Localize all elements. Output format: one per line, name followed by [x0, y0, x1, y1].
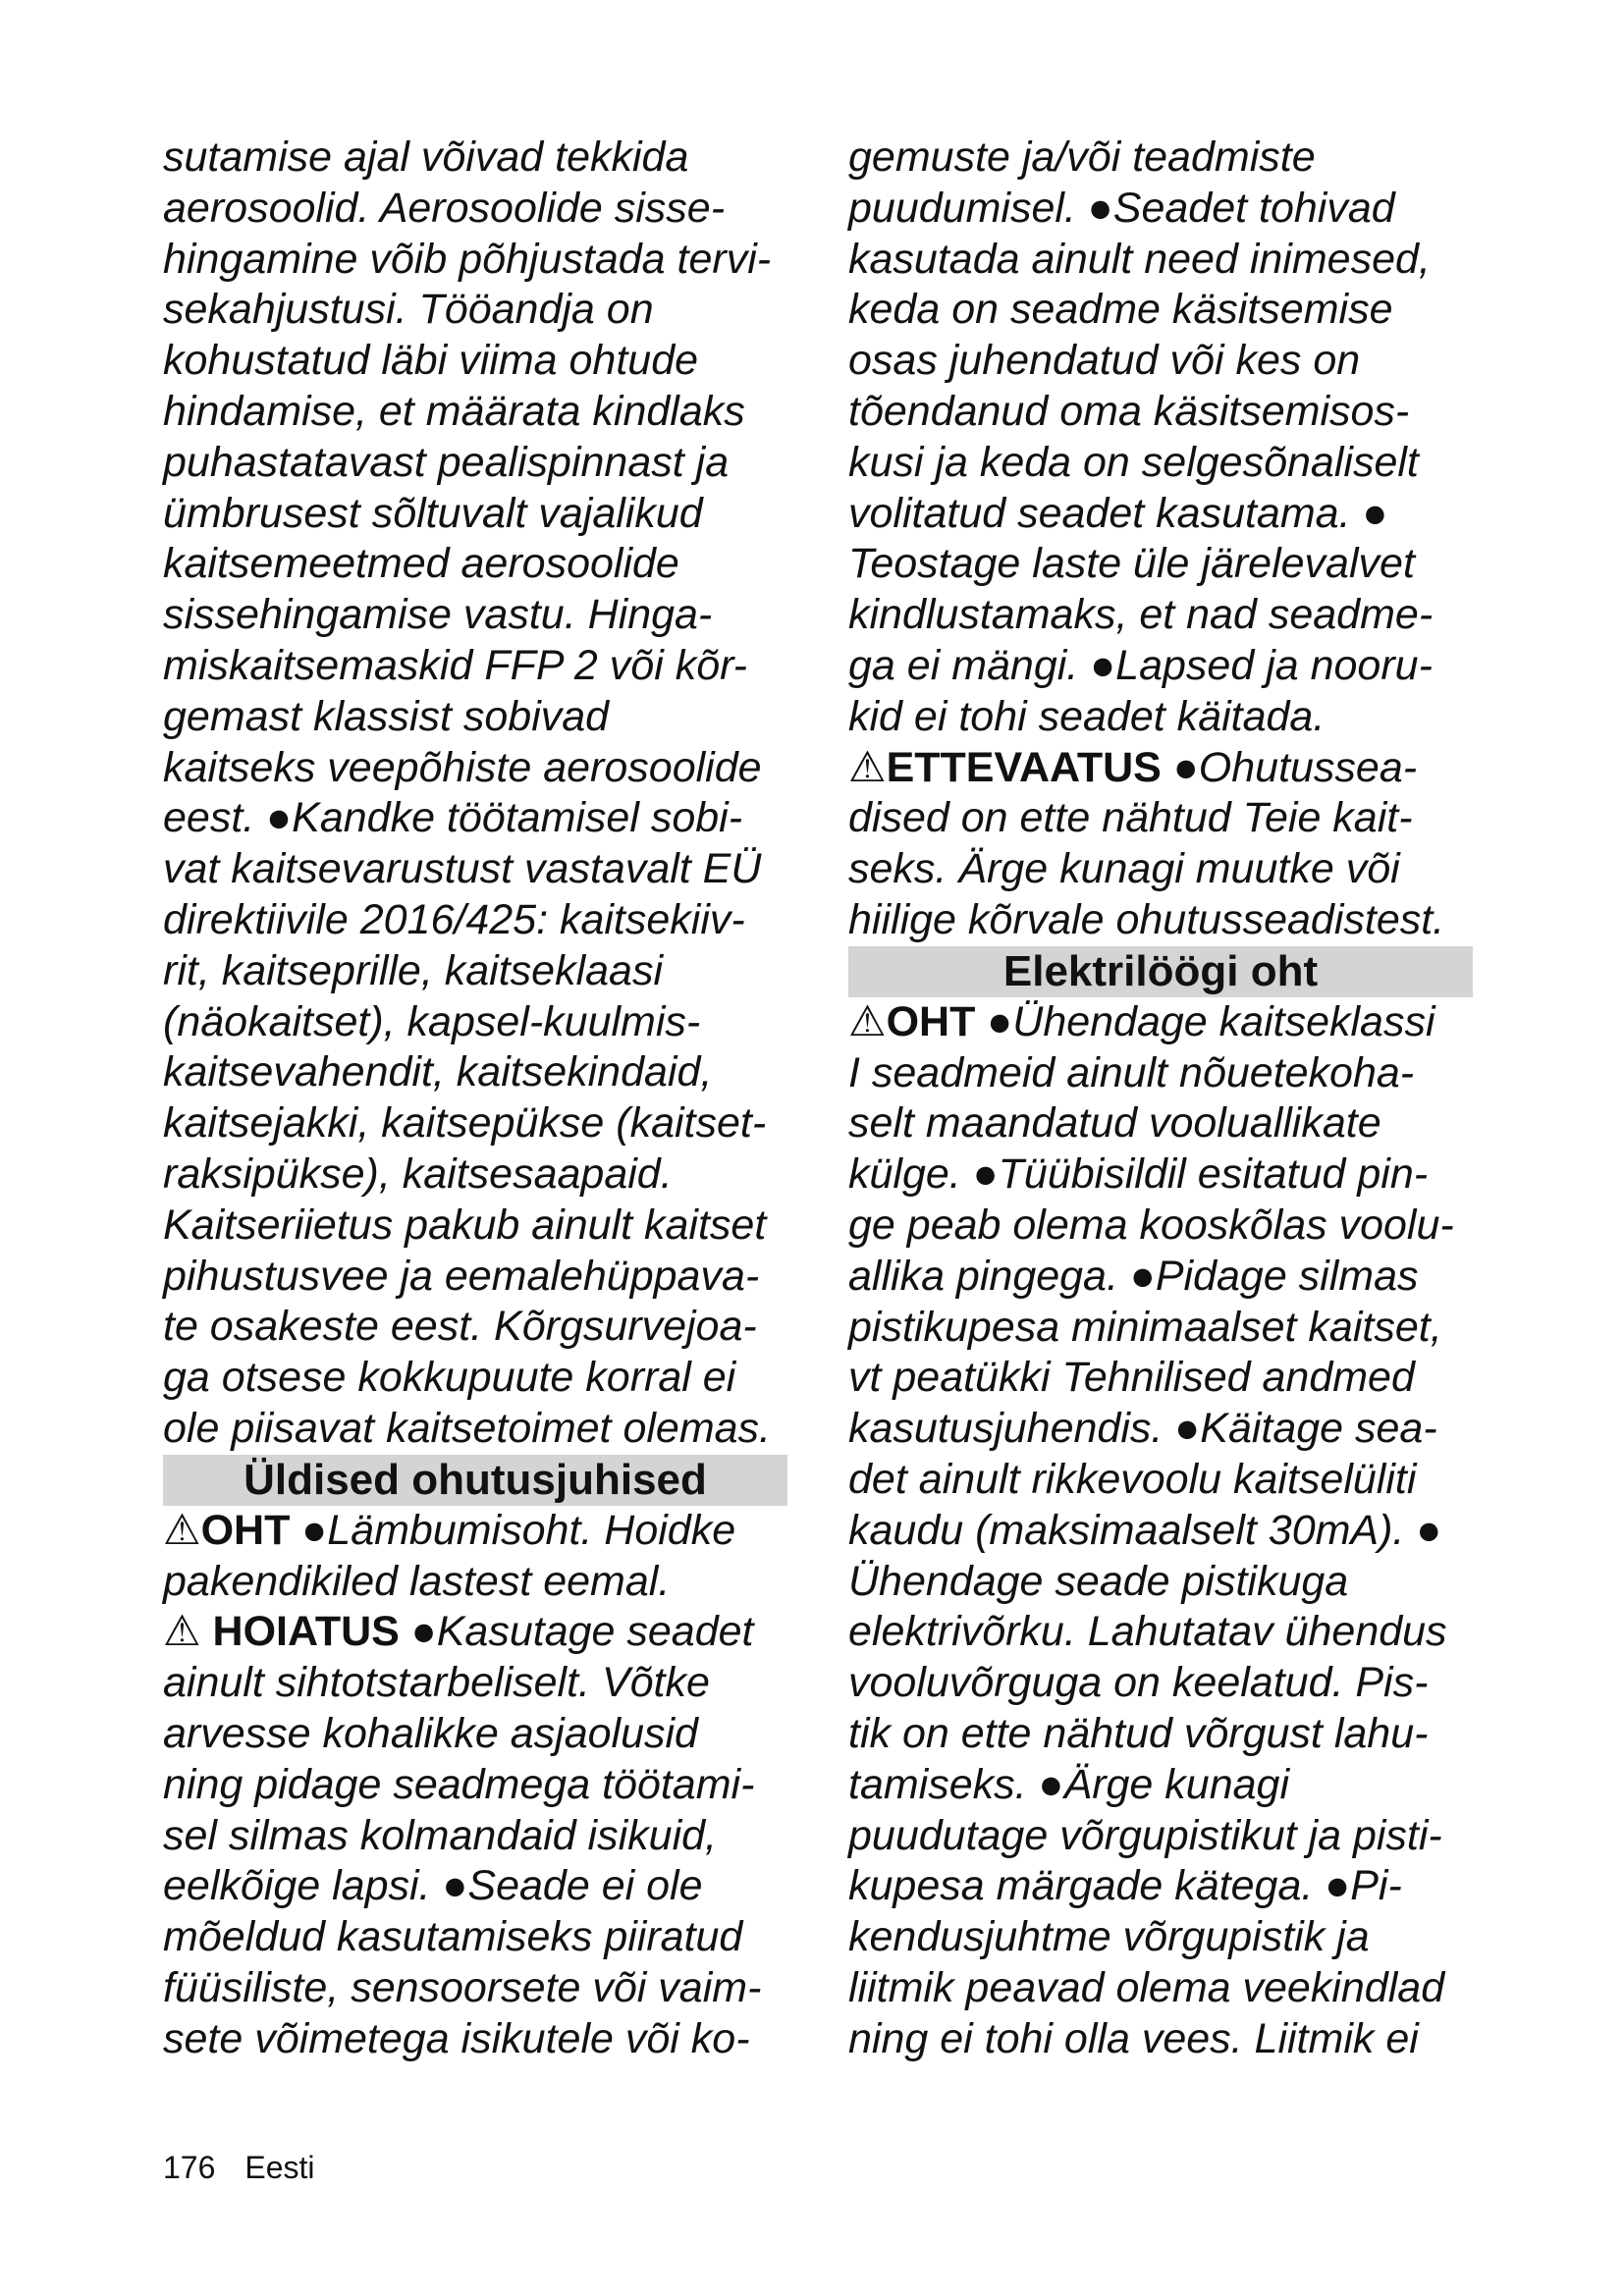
text-line: puhastatavast pealispinnast ja	[163, 438, 730, 486]
text-line: gemast klassist sobivad	[163, 692, 610, 740]
warning-triangle-icon: ⚠	[163, 1608, 201, 1656]
text-line: füüsiliste, sensoorsete või vaim-	[163, 1963, 762, 2011]
signal-word-ettevaatus: ETTEVAATUS	[886, 743, 1162, 791]
text-line: sutamise ajal võivad tekkida	[163, 133, 689, 181]
text-line: pakendikiled lastest eemal.	[163, 1557, 671, 1605]
text-line: miskaitsemaskid FFP 2 või kõr-	[163, 641, 747, 689]
text-line: vt peatükki Tehnilised andmed	[848, 1354, 1415, 1402]
text-line: Kaitseriietus pakub ainult kaitset	[163, 1201, 767, 1249]
text-line: liitmik peavad olema veekindlad	[848, 1963, 1445, 2011]
text-line: ge peab olema kooskõlas voolu-	[848, 1201, 1454, 1249]
text-line: kendusjuhtme võrgupistik ja	[848, 1913, 1370, 1961]
text-line: tik on ette nähtud võrgust lahu-	[848, 1709, 1429, 1757]
text-line: vooluvõrguga on keelatud. Pis-	[848, 1659, 1429, 1707]
text-line: sel silmas kolmandaid isikuid,	[163, 1811, 717, 1859]
text-line: hingamine võib põhjustada tervi-	[163, 235, 772, 283]
text-line: osas juhendatud või kes on	[848, 337, 1361, 385]
ettevaatus-text	[848, 793, 1473, 945]
text-line: kaitseks veepõhiste aerosoolide	[163, 743, 762, 791]
text-line: elektrivõrku. Lahutatav ühendus	[848, 1608, 1447, 1656]
text-line: sekahjustusi. Tööandja on	[163, 286, 654, 334]
text-line: ole piisavat kaitsetoimet olemas.	[163, 1404, 772, 1452]
text-line: dised on ette nähtud Teie kait-	[848, 794, 1413, 842]
footer-language: Eesti	[244, 2150, 315, 2185]
text-line: eelkõige lapsi. ●Seade ei ole	[163, 1862, 703, 1910]
page-number: 176	[163, 2150, 216, 2185]
warning-triangle-icon: ⚠	[848, 743, 887, 791]
text-line: puudutage võrgupistikut ja pisti-	[848, 1811, 1442, 1859]
text-line: külge. ●Tüübisildil esitatud pin-	[848, 1150, 1429, 1199]
signal-word-oht: OHT	[886, 997, 976, 1045]
left-column	[163, 133, 787, 2064]
text-line: tamiseks. ●Ärge kunagi	[848, 1760, 1290, 1808]
text-line: kasutusjuhendis. ●Käitage sea-	[848, 1405, 1437, 1453]
text-line: det ainult rikkevoolu kaitselüliti	[848, 1455, 1417, 1503]
text-line: ainult sihtotstarbeliselt. Võtke	[163, 1659, 710, 1707]
text-line: ümbrusest sõltuvalt vajalikud	[163, 489, 703, 537]
text-line: sissehingamise vastu. Hinga-	[163, 591, 713, 639]
text-line: arvesse kohalikke asjaolusid	[163, 1709, 698, 1757]
text-line: ning pidage seadmega töötami-	[163, 1760, 755, 1808]
text-line: I seadmeid ainult nõuetekoha-	[848, 1048, 1415, 1096]
text-line: ga ei mängi. ●Lapsed ja nooru-	[848, 641, 1433, 689]
hoiatus-text	[163, 1658, 787, 2064]
oht-first-line-text-right: ●Ühendage kaitseklassi	[975, 997, 1435, 1045]
text-line: aerosoolid. Aerosoolide sisse-	[163, 184, 726, 232]
text-line: ga otsese kokkupuute korral ei	[163, 1354, 736, 1402]
text-line: ning ei tohi olla vees. Liitmik ei	[848, 2014, 1419, 2062]
text-line: selt maandatud vooluallikate	[848, 1099, 1381, 1148]
oht-first-line-text: ●Lämbumisoht. Hoidke	[290, 1506, 736, 1554]
text-line: vat kaitsevarustust vastavalt EÜ	[163, 845, 762, 893]
text-line: seks. Ärge kunagi muutke või	[848, 845, 1400, 893]
right-column	[848, 133, 1473, 2064]
text-line: kaitsevahendit, kaitsekindaid,	[163, 1048, 713, 1096]
text-line: mõeldud kasutamiseks piiratud	[163, 1913, 743, 1961]
warning-triangle-icon: ⚠	[848, 997, 887, 1045]
text-line: hindamise, et määrata kindlaks	[163, 387, 745, 435]
oht-text-right	[848, 1048, 1473, 2065]
text-line: kupesa märgade kätega. ●Pi-	[848, 1862, 1402, 1910]
text-line: keda on seadme käsitsemise	[848, 286, 1393, 334]
text-line: kaudu (maksimaalselt 30mA). ●	[848, 1506, 1442, 1554]
text-line: allika pingega. ●Pidage silmas	[848, 1252, 1419, 1300]
oht-signal-line	[163, 1506, 787, 1557]
text-line: sete võimetega isikutele või ko-	[163, 2014, 750, 2062]
text-line: puudumisel. ●Seadet tohivad	[848, 184, 1395, 232]
text-line: kindlustamaks, et nad seadme-	[848, 591, 1434, 639]
left-intro-text	[163, 133, 787, 1455]
section-heading-electric-shock: Elektrilöögi oht	[848, 946, 1473, 997]
text-line: raksipükse), kaitsesaapaid.	[163, 1149, 673, 1198]
text-line: rit, kaitseprille, kaitseklaasi	[163, 946, 664, 994]
text-line: tõendanud oma käsitsemisos-	[848, 387, 1410, 435]
page-footer	[163, 2150, 345, 2186]
right-intro-text	[848, 133, 1473, 743]
oht-signal-line-right	[848, 997, 1473, 1048]
text-line: kaitsejakki, kaitsepükse (kaitset-	[163, 1099, 767, 1148]
text-line: kohustatud läbi viima ohtude	[163, 337, 699, 385]
ettevaatus-signal-line	[848, 743, 1473, 794]
warning-triangle-icon: ⚠	[163, 1506, 201, 1554]
text-line: te osakeste eest. Kõrgsurvejoa-	[163, 1303, 757, 1351]
text-line: kasutada ainult need inimesed,	[848, 235, 1431, 283]
text-line: gemuste ja/või teadmiste	[848, 133, 1316, 181]
signal-word-oht: OHT	[200, 1506, 291, 1554]
text-line: pihustusvee ja eemalehüppava-	[163, 1252, 760, 1300]
text-line: kid ei tohi seadet käitada.	[848, 692, 1326, 740]
text-line: pistikupesa minimaalset kaitset,	[848, 1303, 1442, 1351]
text-line: hiilige kõrvale ohutusseadistest.	[848, 895, 1445, 943]
hoiatus-first-line-text: ●Kasutage seadet	[399, 1608, 754, 1656]
text-line: kusi ja keda on selgesõnaliselt	[848, 438, 1419, 486]
oht-text	[163, 1557, 787, 1608]
hoiatus-signal-line	[163, 1607, 787, 1658]
text-line: (näokaitset), kapsel-kuulmis-	[163, 997, 701, 1045]
text-line: eest. ●Kandke töötamisel sobi-	[163, 794, 743, 842]
ettevaatus-first-line-text: ●Ohutussea-	[1161, 743, 1418, 791]
text-line: kaitsemeetmed aerosoolide	[163, 540, 679, 588]
signal-word-hoiatus: HOIATUS	[212, 1608, 400, 1656]
text-line: Teostage laste üle järelevalvet	[848, 540, 1415, 588]
text-line: volitatud seadet kasutama. ●	[848, 489, 1388, 537]
text-line: direktiivile 2016/425: kaitsekiiv-	[163, 895, 745, 943]
text-line: Ühendage seade pistikuga	[848, 1557, 1349, 1605]
section-heading-general-safety: Üldised ohutusjuhised	[163, 1455, 787, 1506]
